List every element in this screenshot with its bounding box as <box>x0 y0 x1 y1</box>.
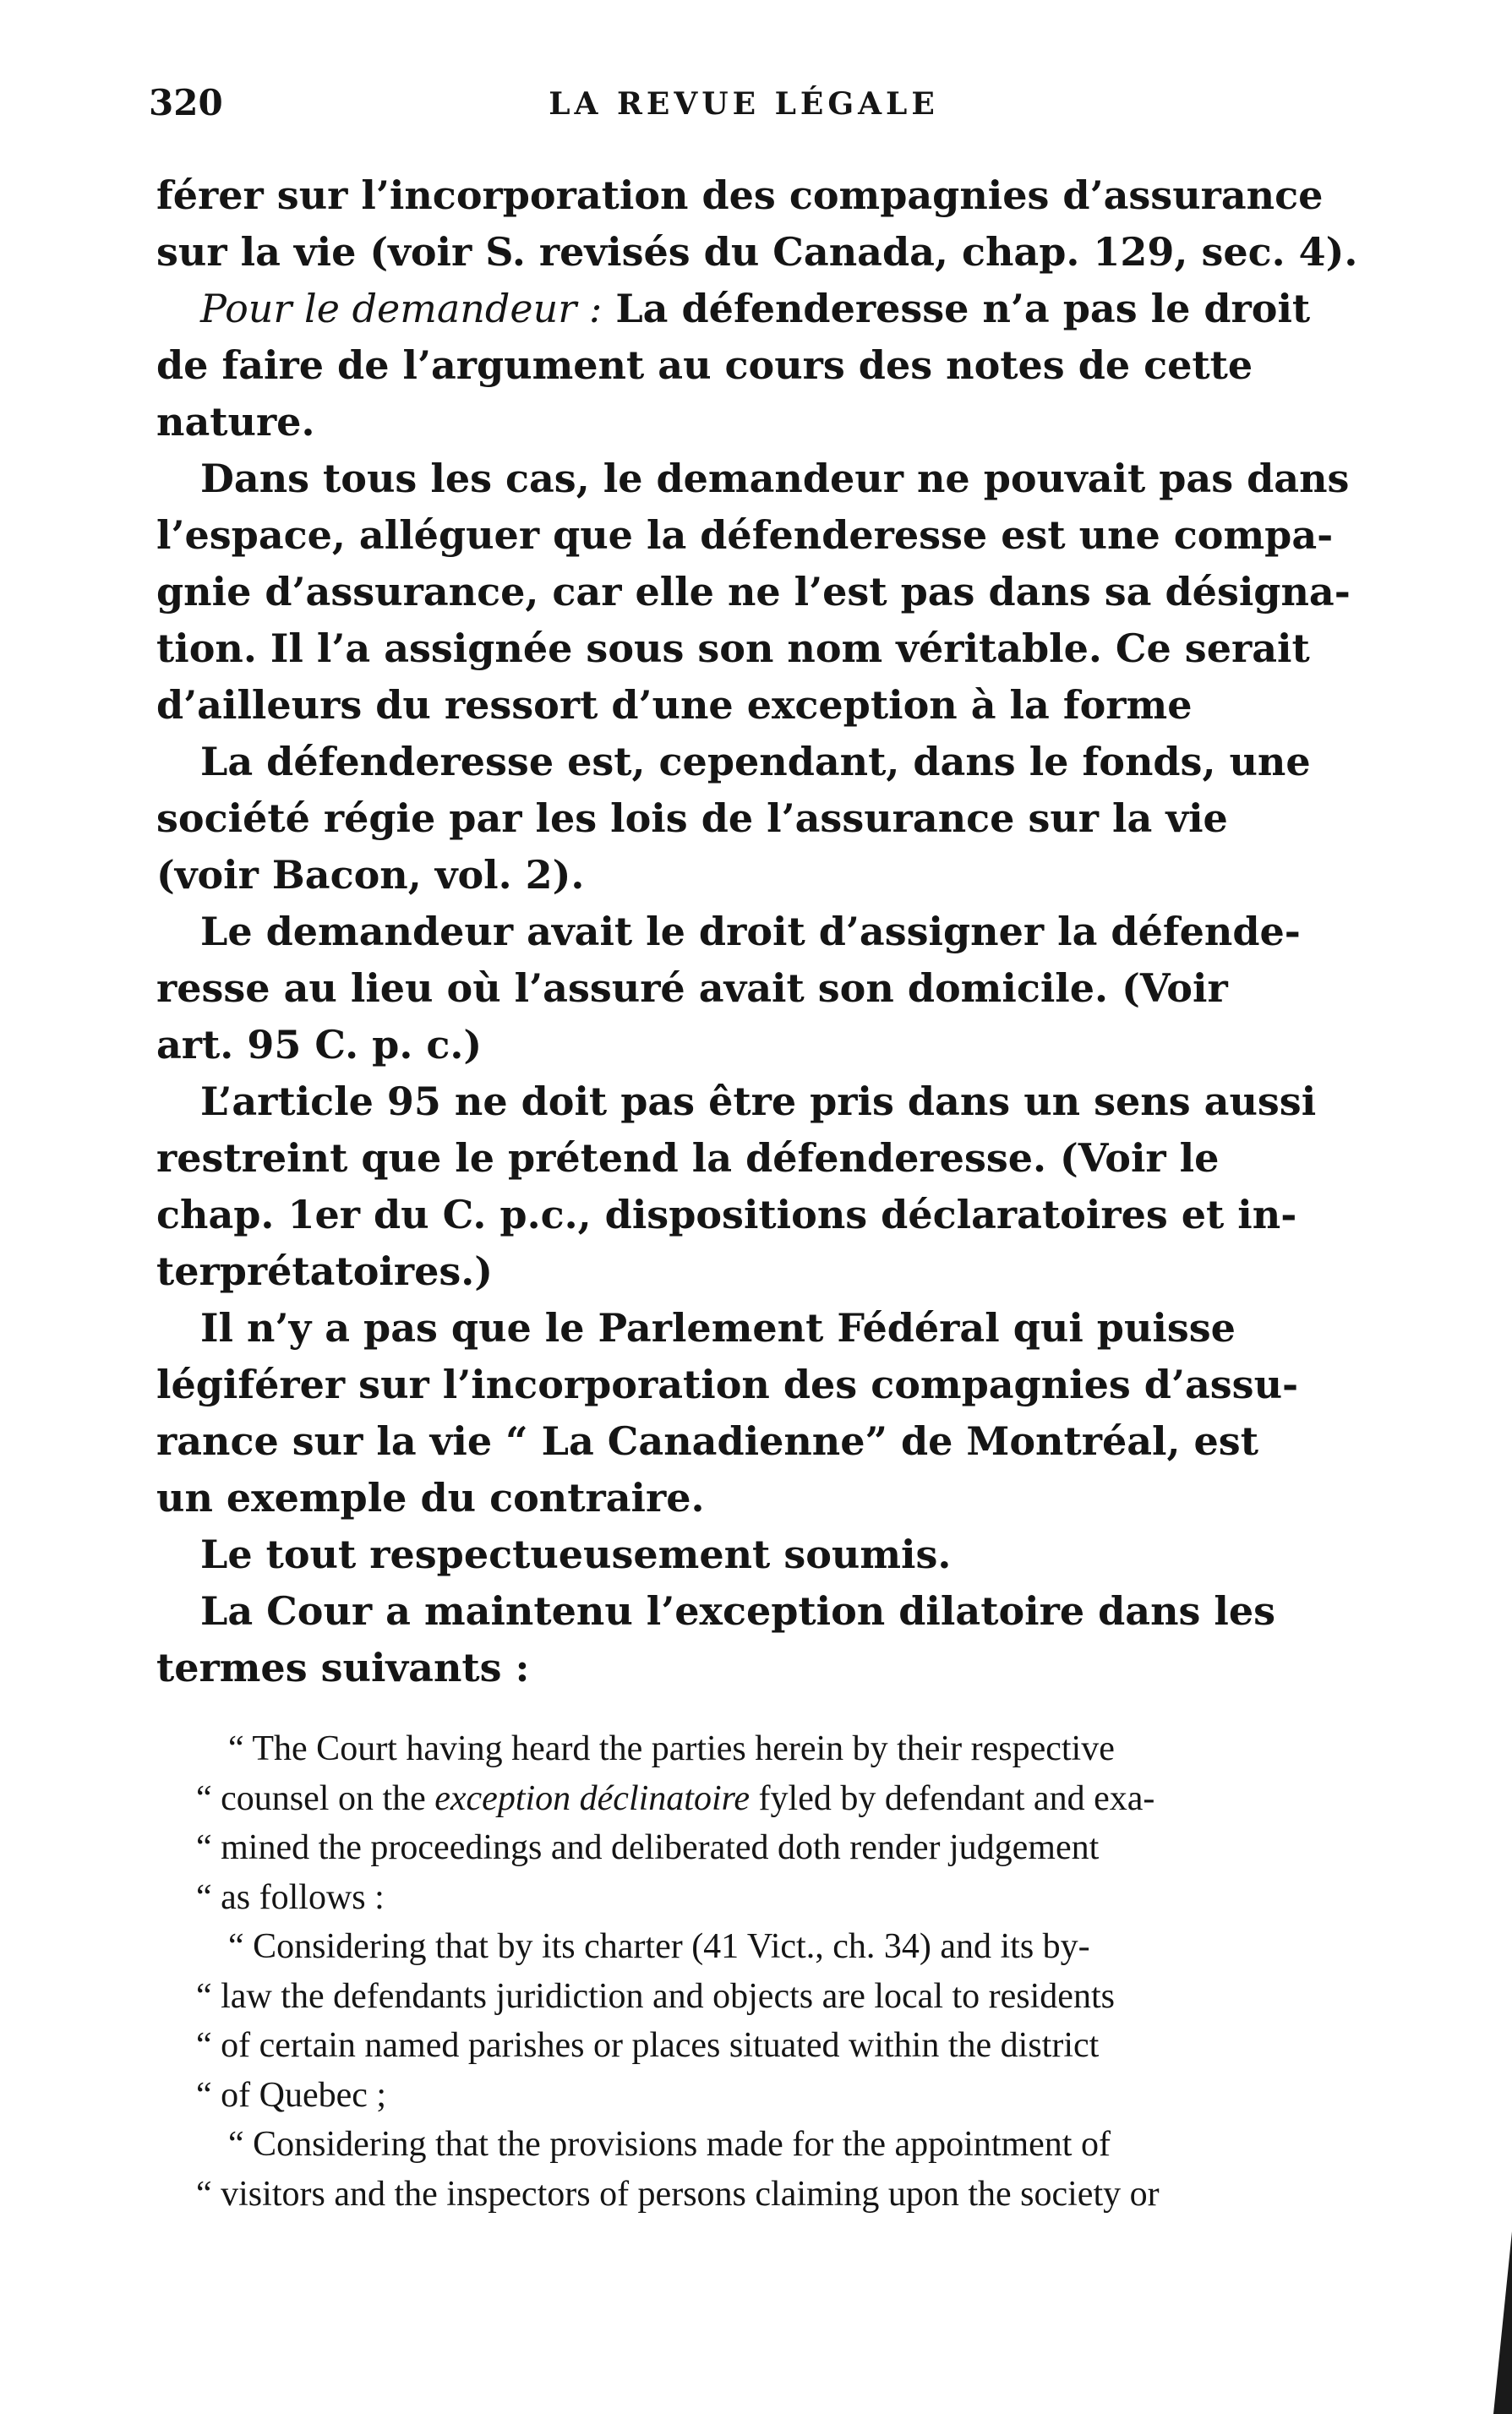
text-line: restreint que le prétend la défenderesse. (Voir le <box>156 1135 1220 1181</box>
quote-line <box>196 1774 1346 1824</box>
text-line: (voir Bacon, vol. 2). <box>156 852 585 898</box>
text-line: de faire de l’argument au cours des notes de cette <box>156 342 1253 388</box>
text-line: l’espace, alléguer que la défenderesse est une compa- <box>156 512 1334 558</box>
text-line <box>156 281 1335 337</box>
text-line: L’article 95 ne doit pas être pris dans un sens aussi <box>200 1079 1317 1124</box>
text-line: La Cour a maintenu l’exception dilatoire dans les <box>200 1588 1276 1634</box>
main-text <box>156 167 1358 1696</box>
text-line: chap. 1er du C. p.c., dispositions déclaratoires et in- <box>156 1192 1297 1237</box>
italic-term: exception déclinatoire <box>434 1778 751 1818</box>
text-fragment: La défenderesse n’a pas le droit <box>602 286 1311 331</box>
text-line: sur la vie (voir S. revisés du Canada, chap. 129, sec. 4). <box>156 229 1358 275</box>
page-number: 320 <box>149 82 223 123</box>
quote-line: “ Considering that the provisions made for the appointment of <box>228 2125 1111 2164</box>
text-fragment: fyled by defendant and exa- <box>750 1778 1155 1818</box>
text-line: d’ailleurs du ressort d’une exception à la forme <box>156 682 1193 728</box>
text-line: Le tout respectueusement soumis. <box>200 1532 952 1577</box>
text-line: art. 95 C. p. c.) <box>156 1022 483 1068</box>
text-line: terprétatoires.) <box>156 1248 494 1294</box>
quote-line: “ as follows : <box>196 1877 385 1917</box>
text-line: Dans tous les cas, le demandeur ne pouvait pas dans <box>200 456 1350 501</box>
scan-edge-shadow <box>1493 2231 1512 2414</box>
text-line: société régie par les lois de l’assurance sur la vie <box>156 795 1228 841</box>
italic-speaker: Pour le demandeur : <box>200 286 603 331</box>
quote-line: “ visitors and the inspectors of persons claiming upon the society or <box>196 2174 1160 2214</box>
text-line: La défenderesse est, cependant, dans le fonds, une <box>200 739 1311 784</box>
text-line: tion. Il l’a assignée sous son nom véritable. Ce serait <box>156 625 1310 671</box>
text-line: nature. <box>156 399 315 445</box>
text-line: termes suivants : <box>156 1645 530 1690</box>
text-line: légiférer sur l’incorporation des compagnies d’assu- <box>156 1362 1299 1407</box>
text-line: un exemple du contraire. <box>156 1475 705 1521</box>
quote-line: “ The Court having heard the parties herein by their respective <box>228 1729 1115 1768</box>
quote-line: “ of Quebec ; <box>196 2075 387 2115</box>
running-title: LA REVUE LÉGALE <box>549 86 939 122</box>
quote-line: “ of certain named parishes or places situated within the district <box>196 2026 1100 2065</box>
text-line: férer sur l’incorporation des compagnies d’assurance <box>156 172 1324 218</box>
quote-line: “ mined the proceedings and deliberated doth render judgement <box>196 1828 1100 1867</box>
text-line: Il n’y a pas que le Parlement Fédéral qui puisse <box>200 1305 1236 1351</box>
text-line: gnie d’assurance, car elle ne l’est pas dans sa désigna- <box>156 569 1351 614</box>
text-line: rance sur la vie “ La Canadienne” de Montréal, est <box>156 1418 1258 1464</box>
quote-line: “ law the defendants juridiction and objects are local to residents <box>196 1976 1115 2016</box>
text-fragment: “ counsel on the <box>196 1778 435 1818</box>
judgement-quote <box>196 1724 1346 2219</box>
text-line: Le demandeur avait le droit d’assigner la défende- <box>200 909 1301 954</box>
text-line: resse au lieu où l’assuré avait son domicile. (Voir <box>156 965 1228 1011</box>
quote-line: “ Considering that by its charter (41 Vict., ch. 34) and its by- <box>228 1927 1090 1966</box>
